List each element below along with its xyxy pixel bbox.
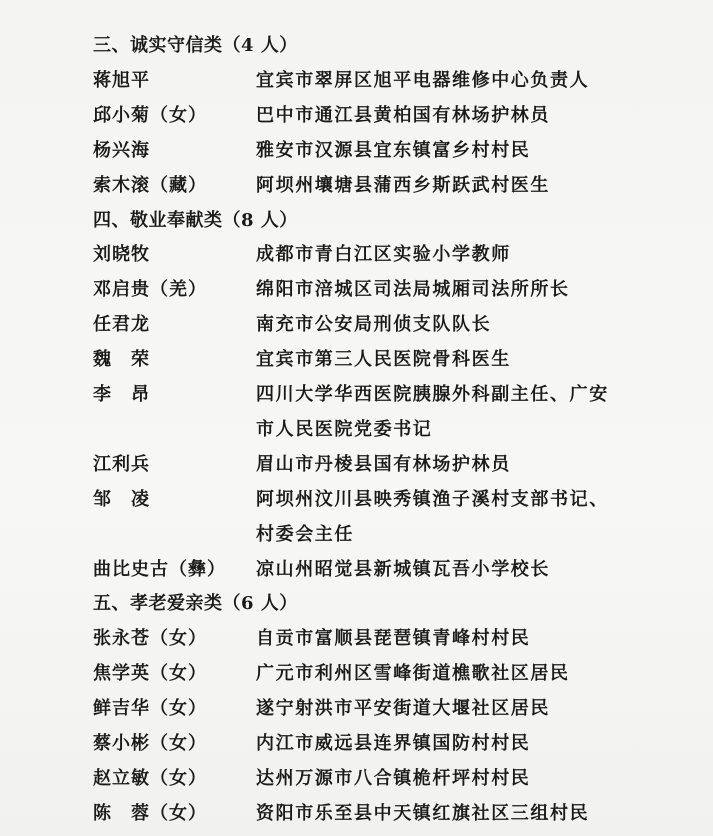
list-item: [93, 657, 570, 692]
person-name: 焦学英（女）: [93, 663, 207, 685]
list-item: [93, 448, 511, 483]
person-name: 任君龙: [93, 314, 150, 336]
person-title: 自贡市富顺县琵琶镇青峰村村民: [256, 628, 531, 650]
person-name: 李 昂: [93, 384, 150, 405]
list-item: [93, 64, 589, 99]
list-item: [93, 343, 511, 378]
person-title-continued: 村委会主任: [256, 523, 354, 545]
person-title: 南充市公安局刑侦支队队长: [256, 314, 492, 336]
person-name: 曲比史古（彝）: [93, 558, 226, 580]
person-name: 魏 荣: [93, 349, 150, 371]
person-title: 达州万源市八合镇桅杆坪村村民: [256, 767, 531, 789]
person-name: 邱小菊（女）: [93, 104, 207, 126]
list-item: [93, 273, 570, 308]
person-title: 资阳市乐至县中天镇红旗社区三组村民: [256, 802, 590, 824]
person-name: 杨兴海: [93, 139, 150, 161]
person-title: 成都市青白江区实验小学教师: [256, 244, 511, 266]
person-name: 江利兵: [93, 453, 150, 475]
list-item: [93, 308, 491, 343]
person-name: 索木滚（藏）: [93, 174, 207, 196]
person-title: 阿坝州壤塘县蒲西乡斯跃武村医生: [256, 174, 550, 196]
person-title: 绵阳市涪城区司法局城厢司法所所长: [256, 279, 570, 301]
list-item: [93, 797, 589, 832]
person-name: 赵立敏（女）: [93, 767, 207, 789]
person-title: 宜宾市第三人民医院骨科医生: [256, 349, 511, 371]
person-name: 刘晓牧: [93, 244, 150, 266]
person-name: 张永苍（女）: [93, 628, 207, 650]
list-item: [93, 762, 530, 797]
person-name: 邹 凌: [93, 488, 150, 510]
list-item: [93, 692, 550, 727]
person-title: 广元市利州区雪峰街道樵歌社区居民: [256, 663, 570, 685]
person-title: 宜宾市翠屏区旭平电器维修中心负责人: [256, 69, 590, 91]
list-item: [93, 169, 550, 204]
person-title: 阿坝州汶川县映秀镇渔子溪村支部书记、: [256, 488, 609, 510]
list-item: [93, 622, 530, 657]
person-title: 遂宁射洪市平安街道大堰社区居民: [256, 698, 550, 720]
person-title: 内江市威远县连界镇国防村村民: [256, 733, 531, 754]
list-item: [93, 727, 530, 762]
list-item: [93, 378, 609, 413]
person-name: 陈 蓉（女）: [93, 802, 207, 824]
person-title: 凉山州昭觉县新城镇瓦吾小学校长: [256, 558, 550, 580]
person-title: 眉山市丹棱县国有林场护林员: [256, 453, 511, 475]
list-item: [93, 553, 550, 588]
person-title: 四川大学华西医院胰腺外科副主任、广安: [256, 384, 609, 405]
person-title: 巴中市通江县黄柏国有林场护林员: [256, 104, 550, 126]
section-heading: 三、诚实守信类（4 人）: [93, 35, 298, 56]
person-name: 鲜吉华（女）: [93, 698, 207, 720]
person-name: 邓启贵（羌）: [93, 279, 207, 301]
person-title: 雅安市汉源县宜东镇富乡村村民: [256, 139, 531, 161]
list-item: [93, 483, 609, 518]
person-title-continued: 市人民医院党委书记: [256, 418, 433, 440]
list-item: [93, 99, 550, 134]
person-name: 蒋旭平: [93, 69, 150, 91]
list-item: [93, 238, 511, 273]
person-name: 蔡小彬（女）: [93, 733, 207, 754]
list-item: [93, 134, 530, 169]
section-heading: 五、孝老爱亲类（6 人）: [93, 593, 298, 615]
section-heading: 四、敬业奉献类（8 人）: [93, 209, 298, 231]
